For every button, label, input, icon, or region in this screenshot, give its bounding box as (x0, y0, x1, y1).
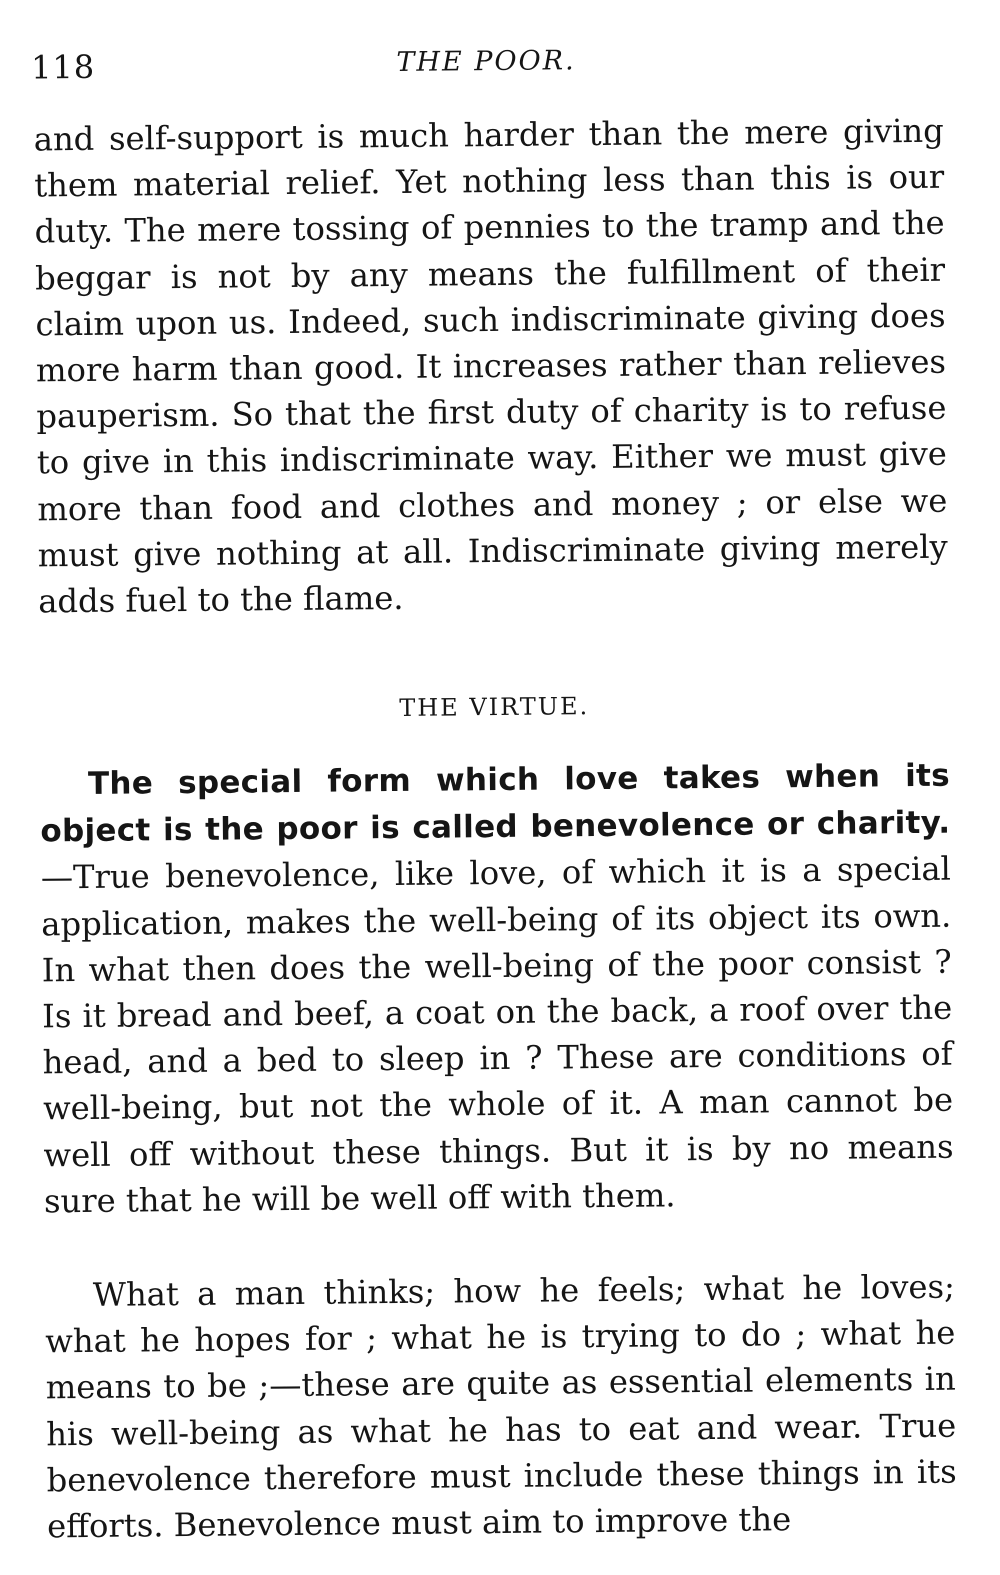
page-number: 118 (30, 47, 96, 87)
paragraph-well-being: What a man thinks; how he feels; what he loves; what he hopes for ; what he is trying to do ; what he means to be ;—these are quite as essential elements in his well-being as what he has to eat and wear. True benevolence therefore must include these things in its efforts. Benevolence must aim to improve the (45, 1267, 957, 1546)
lead-continuation: —True benevolence, like love, of which it is a special application, makes the well-being of its object its own. In what then does the well-being of the poor consist ? Is it bread and beef, a coat on the back, a roof over the head, and a bed to sleep in ? These are conditions of well-being, but not the whole of it. A man cannot be well off without these things. But it is by no means sure that he will be well off with them. (40, 850, 954, 1221)
section-heading: THE VIRTUE. (399, 692, 590, 722)
running-head (31, 40, 941, 89)
lead-sentence: The special form which love takes when its object is the poor is called benevolence or charity. (40, 757, 951, 850)
running-title: THE POOR. (396, 45, 576, 78)
paragraph-continued: and self-support is much harder than the mere giving them material relief. Yet nothing less than this is our duty. The mere tossing of pennies to the tramp and the beggar is not by any means the fulfillment of their claim upon us. Indeed, such indiscriminate giving does more harm than good. It increases rather than relieves pauperism. So that the first duty of charity is to refuse to give in this indiscriminate way. Either we must give more than food and clothes and money ; or else we must give nothing at all. Indiscriminate giving merely adds fuel to the flame. (33, 111, 948, 621)
paragraph-virtue (40, 752, 954, 1225)
